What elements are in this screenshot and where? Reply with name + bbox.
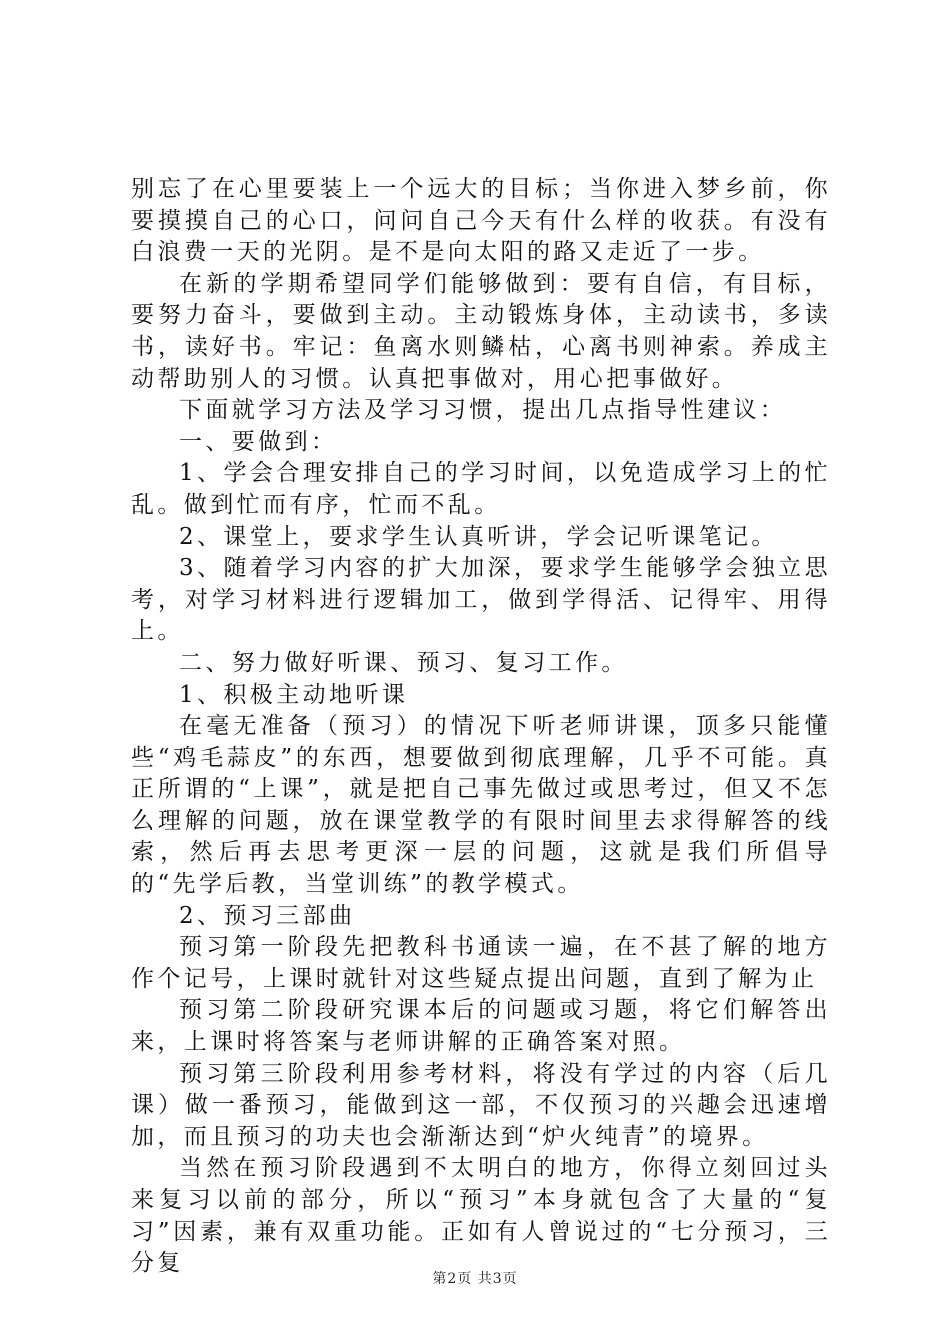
page-footer: [0, 1268, 950, 1288]
paragraph: 在毫无准备（预习）的情况下听老师讲课，顶多只能懂些“鸡毛蒜皮”的东西，想要做到彻底理解，几乎不可能。真正所谓的“上课”，就是把自己事先做过或思考过，但又不怎么理解的问题，放在课堂教学的有限时间里去求得解答的线索，然后再去思考更深一层的问题，这就是我们所倡导的“先学后教，当堂训练”的教学模式。: [131, 713, 831, 898]
section-heading: 二、努力做好听课、预习、复习工作。: [179, 649, 628, 676]
paragraph: 预习第二阶段研究课本后的问题或习题，将它们解答出来，上课时将答案与老师讲解的正确答案对照。: [131, 997, 831, 1056]
subsection-heading: 1、积极主动地听课: [179, 681, 409, 708]
list-item: 3、随着学习内容的扩大加深，要求学生能够学会独立思考，对学习材料进行逻辑加工，做到学得活、记得牢、用得上。: [131, 555, 831, 645]
paragraph: 别忘了在心里要装上一个远大的目标；当你进入梦乡前，你要摸摸自己的心口，问问自己今天有什么样的收获。有没有白浪费一天的光阴。是不是向太阳的路又走近了一步。: [131, 176, 831, 266]
page-number-label: 第2页 共3页: [432, 1271, 518, 1287]
list-item: 1、学会合理安排自己的学习时间，以免造成学习上的忙乱。做到忙而有序，忙而不乱。: [131, 460, 831, 518]
body-text: [131, 174, 831, 1280]
list-item: 2、课堂上，要求学生认真听讲，学会记听课笔记。: [179, 523, 778, 550]
paragraph: 在新的学期希望同学们能够做到：要有自信，有目标，要努力奋斗，要做到主动。主动锻炼身体，主动读书，多读书，读好书。牢记：鱼离水则鳞枯，心离书则神索。养成主动帮助别人的习惯。认真把事做对，用心把事做好。: [131, 270, 831, 392]
paragraph: 预习第三阶段利用参考材料，将没有学过的内容（后几课）做一番预习，能做到这一部，不仅预习的兴趣会迅速增加，而且预习的功夫也会渐渐达到“炉火纯青”的境界。: [131, 1060, 831, 1150]
paragraph: 下面就学习方法及学习习惯，提出几点指导性建议：: [179, 397, 787, 424]
paragraph: 当然在预习阶段遇到不太明白的地方，你得立刻回过头来复习以前的部分，所以“预习”本身就包含了大量的“复习”因素，兼有双重功能。正如有人曾说过的“七分预习，三分复: [131, 1155, 831, 1277]
section-heading: 一、要做到：: [179, 428, 338, 455]
paragraph: 预习第一阶段先把教科书通读一遍，在不甚了解的地方作个记号，上课时就针对这些疑点提出问题，直到了解为止: [131, 934, 831, 992]
subsection-heading: 2、预习三部曲: [179, 902, 356, 929]
